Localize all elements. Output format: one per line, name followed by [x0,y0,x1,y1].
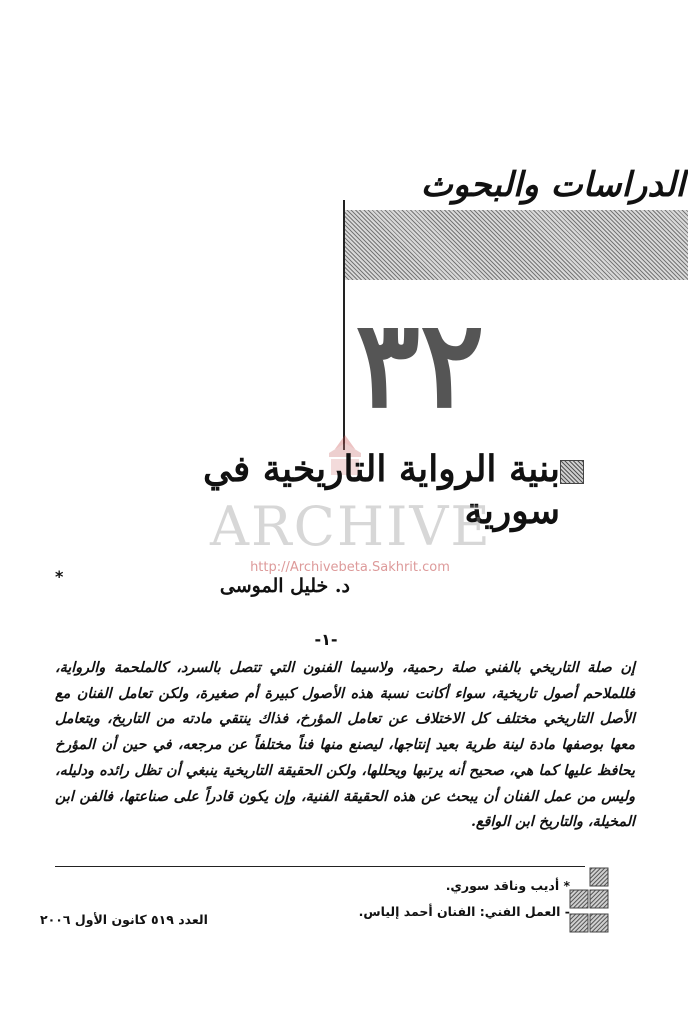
archive-watermark-url[interactable]: http://Archivebeta.Sakhrit.com [250,560,450,575]
section-number: ٣٢ [355,294,485,435]
author-name: د. خليل الموسى [219,575,350,597]
section-title: الدراسات والبحوث [420,165,685,205]
decorative-squares-icon [568,866,610,938]
article-title: بنية الرواية التاريخية في سورية [202,448,560,532]
section-halftone-band [344,210,688,280]
footnote-author-bio: * أديب وناقد سوري. [445,878,570,893]
footnote-divider [55,866,585,867]
section-marker: -١- [314,630,338,649]
body-paragraph: إن صلة التاريخي بالفني صلة رحمية، ولاسيما الفنون التي تتصل بالسرد، كالملحمة والرواية، فللملاحم أصول تاريخية، سواء أكانت نسبة هذه الأصول كبيرة أم صغيرة، ولكن تعامل الفنان مع الأصل التاريخي مختلف كل الاختلاف عن تعامل المؤرخ، فذاك ينتقي مادته من التاريخ، ويتعامل معها بوصفها مادة لينة طرية بعيد إنتاجها، ليصنع منها فناً مختلفاً عن مرجعه، في حين أن المؤرخ يحافظ عليها كما هي، صحيح أنه يرتبها ويحللها، ولكن الحقيقة التاريخية ينبغي أن تظل رائده ودليله، وليس من عمل الفنان أن يبحث عن هذه الحقيقة الفنية، وإن يكون قادراً على صناعتها، فالفن ابن المخيلة، والتاريخ ابن الواقع. [55,660,635,831]
archive-watermark: ARCHIVE [210,495,492,558]
issue-info: العدد ٥١٩ كانون الأول ٢٠٠٦ [40,912,208,927]
title-square-icon [560,460,584,484]
footnote-artwork-credit: - العمل الفني: الفنان أحمد إلياس. [358,904,570,919]
author-footnote-mark: * [55,567,64,586]
